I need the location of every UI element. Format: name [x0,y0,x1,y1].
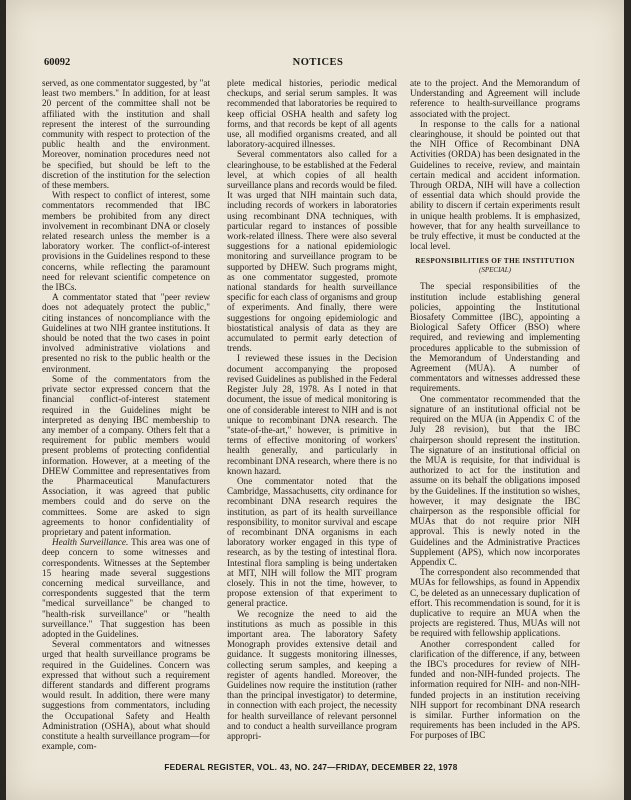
paragraph: A commentator stated that "peer review does not adequately protect the public," citing instances of noncompliance with the Guidelines at two NIH grantee institutions. It should be noted that the two cases in point involved administrative violations and presented no risk to the public health or the environment. [42,292,210,374]
page-header [44,57,592,73]
column-3 [410,78,580,754]
paragraph: One commentator recommended that the signature of an institutional official not be required on the MUA (in Appendix C of the July 28 revision), but that the IBC chairperson should represent the institution. The signature of an institutional official on the MUA is requisite, for that individual is authorized to act for the institution and assume on its behalf the obligations imposed by the Guidelines. If the institution so wishes, however, it may designate the IBC chairperson as the responsible official for MUAs that do not require prior NIH approval. This is newly noted in the Guidelines and the Administrative Practices Supplement (APS), which now incorporates Appendix C. [410,393,580,567]
section-subheading: (SPECIAL) [479,266,511,275]
paragraph: Several commentators and witnesses urged that health surveillance programs be required in the Guidelines. Concern was expressed that without such a requirement different standards and different programs would result. In addition, there were many suggestions from commentators, including the Occupational Safety and Health Administration (OSHA), about what should constitute a health surveillance program—for example, com- [42,639,210,752]
paragraph-text: This area was one of deep concern to some witnesses and correspondents. Witnesses at the September 15 hearing made several suggestions concerning medical surveillance, and correspondents suggested that the term "medical surveillance" be changed to "health-risk surveillance" or "health surveillance." That suggestion has been adopted in the Guidelines. [42,537,210,639]
paragraph: In response to the calls for a national clearinghouse, it should be pointed out that the NIH Office of Recombinant DNA Activities (ORDA) has been designated in the Guidelines to receive, review, and maintain certain medical and accident information. Through ORDA, NIH will have a collection of essential data which should provide the ability to discern if certain experiments result in unique health problems. It is emphasized, however, that for any health surveillance to be truly effective, it must be conducted at the local level. [410,118,580,252]
paragraph: I reviewed these issues in the Decision document accompanying the proposed revised Guidelines as published in the Federal Register July 28, 1978. As I noted in that document, the issue of medical monitoring is one of considerable interest to NIH and is not unique to recombinant DNA research. The "state-of-the-art," however, is primitive in terms of effective monitoring of workers' health generally, and particularly in recombinant DNA research, where there is no known hazard. [227,353,397,476]
paragraph: With respect to conflict of interest, some commentators recommended that IBC members be prohibited from any direct involvement in recombinant DNA or closely related research unless the member is a laboratory worker. The conflict-of-interest provisions in the Guidelines respond to these concerns, while reflecting the paramount need for relevant scientific competence on the IBCs. [42,190,210,293]
paragraph: Another correspondent called for clarification of the difference, if any, between the IBC's procedures for review of NIH-funded and non-NIH-funded projects. The information required for NIH- and non-NIH-funded projects in an institution receiving NIH support for recombinant DNA research is similar. Further information on the requirements has been included in the APS. For purposes of IBC [410,638,580,741]
paragraph: plete medical histories, periodic medical checkups, and serial serum samples. It was recommended that laboratories be required to keep official OSHA health and safety log forms, and that records be kept of all agents use, all modified organisms created, and all laboratory-acquired illnesses. [227,78,397,150]
paragraph: The correspondent also recommended that MUAs for fellowships, as found in Appendix C, be deleted as an unnecessary duplication of effort. This recommendation is sound, for it is duplicative to require an MUA when the projects are registered. Thus, MUAs will not be required with fellowship applications. [410,567,580,639]
paragraph: ate to the project. And the Memorandum of Understanding and Agreement will include reference to health-surveillance programs associated with the project. [410,78,580,119]
paragraph: The special responsibilities of the institution include establishing general policies, appointing the Institutional Biosafety Committee (IBC), appointing a Biological Safety Officer (BSO) where required, and reviewing and implementing procedures applicable to the submission of the Memorandum of Understanding and Agreement (MUA). A number of commentators and witnesses addressed these requirements. [410,281,580,394]
paragraph: Some of the commentators from the private sector expressed concern that the financial conflict-of-interest statement required in the Guidelines might be interpreted as denying IBC membership to any member of a company. Others felt that a requirement for public members would present problems of protecting confidential information. However, at a meeting of the DHEW Committee and representatives from the Pharmaceutical Manufacturers Association, it was agreed that public members could and do serve on the committees. Some are asked to sign agreements to honor confidentiality of proprietary and patent information. [42,373,210,537]
paragraph: One commentator noted that the Cambridge, Massachusetts, city ordinance for recombinant DNA research requires the institution, as part of its health surveillance responsibility, to monitor survival and escape of recombinant DNA organisms in each laboratory worker engaged in this type of research, as by the testing of intestinal flora. Intestinal flora sampling is being undertaken at MIT, NIH will follow the MIT program closely. This in not the time, however, to propose extension of that experiment to general practice. [227,475,397,609]
page-footer: FEDERAL REGISTER, VOL. 43, NO. 247—FRIDAY, DECEMBER 22, 1978 [164,763,458,772]
section-heading: RESPONSIBILITIES OF THE INSTITUTION [415,257,575,266]
page-title: NOTICES [292,57,344,68]
run-in-heading: Health Surveillance. [52,537,129,548]
column-2 [227,78,397,754]
paragraph: We recognize the need to aid the institutions as much as possible in this important area. The laboratory Safety Monograph provides extensive detail and guidance. It suggests monitoring illnesses, collecting serum samples, and keeping a register of agents handled. Moreover, the Guidelines now require the institution (rather than the principal investigator) to determine, in connection with each project, the necessity for health surveillance of relevant personnel and to conduct a health surveillance program appropri- [227,608,397,741]
page-sheet [6,0,624,800]
paragraph: served, as one commentator suggested, by "at least two members." In addition, for at least 20 percent of the committee shall not be affiliated with the institution and shall represent the interest of the surrounding community with respect to protection of the public health and the environment. Moreover, nomination procedures need not be specified, but should be left to the discretion of the institution for the selection of these members. [42,78,210,191]
column-1 [42,78,210,754]
paragraph: Several commentators also called for a clearinghouse, to be established at the Federal level, at which copies of all health surveillance plans and records would be filed. It was urged that NIH maintain such data, including records of workers in laboratories using recombinant DNA techniques, with particular regard to instances of possible work-related illness. There were also several suggestions for a national epidemiologic monitoring and surveillance program to be supported by DHEW. Such programs might, as one commentator suggested, promote national standards for health surveillance specific for each class of organisms and group of experiments. And finally, there were suggestions for ongoing epidemiologic and biostatistical analysis of data as they are accumulated to permit early detection of trends. [227,149,397,354]
page-number: 60092 [44,57,71,68]
paragraph [42,537,210,639]
